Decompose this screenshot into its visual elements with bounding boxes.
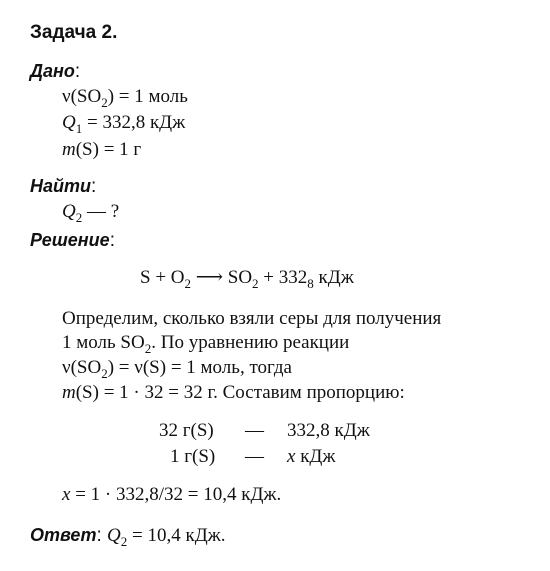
proportion-r2-dash: — [245,446,264,467]
proportion-r2-left: 1 г(S) [170,446,216,467]
solution-text-4: m(S) = 1 · 32 = 32 г. Составим пропорцию: [62,382,405,403]
task-title: Задача 2. [30,22,118,43]
solution-text-3: $\nu(SO_2) = \nu(S) = 1$ моль, тогда [62,357,292,381]
answer-line: Ответ: $Q_2 = 10,4$ кДж. [30,525,226,549]
solution-heading: Решение [30,230,110,250]
given-line-2: $Q_1 = 332,8$ кДж [62,112,186,136]
reaction-equation: $S + O_2$ ⟶ $SO_2 + 332_8$ кДж [140,267,354,291]
solution-text-2: 1 моль $SO_2$. По уравнению реакции [62,332,350,356]
proportion-r1-left: 32 г(S) [159,420,214,441]
answer-heading: Ответ [30,525,97,545]
proportion-r2-right: x кДж [287,446,336,467]
given-line-1: $\nu(SO_2) = 1$ моль [62,86,188,110]
solution-heading-line: Решение: [30,230,115,251]
solution-text-1: Определим, сколько взяли серы для получения [62,308,442,329]
given-line-3: m(S) = 1 г [62,139,142,160]
result-line: x = 1 · 332,8/32 = 10,4 кДж. [62,484,282,505]
given-heading: Дано [30,61,75,81]
find-line: $Q_2$ — ? [62,201,120,225]
proportion-r1-right: 332,8 кДж [287,420,370,441]
find-heading: Найти [30,176,92,196]
find-heading-line: Найти: [30,176,97,197]
proportion-r1-dash: — [245,420,264,441]
given-heading-line: Дано: [30,61,81,82]
